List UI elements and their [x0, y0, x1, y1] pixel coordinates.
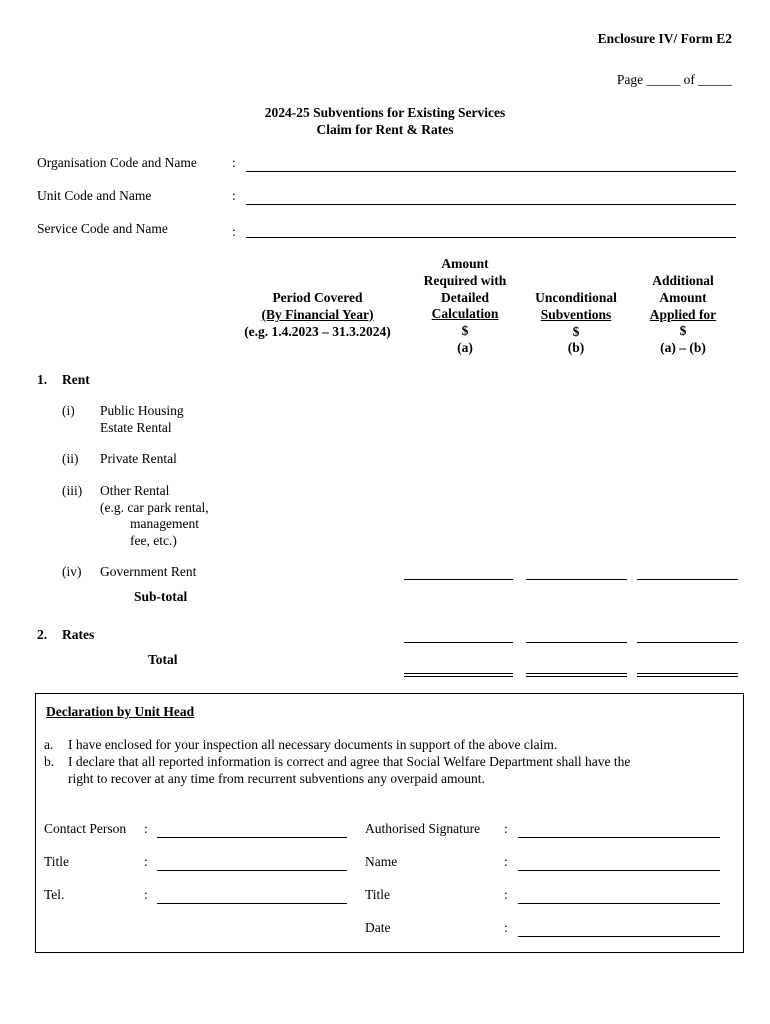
total-amount-b-line[interactable]	[526, 673, 627, 677]
rent-item-public-housing: Public Housing Estate Rental	[100, 403, 184, 435]
section-rates-label: Rates	[62, 627, 95, 642]
declaration-item-b-continued: right to recover at any time from recurrent subventions any overpaid amount.	[68, 771, 485, 786]
rent-item-number: (iii)	[62, 483, 83, 498]
rent-item-number: (ii)	[62, 451, 79, 466]
total-amount-ab-line[interactable]	[637, 673, 738, 677]
title-colon: :	[144, 854, 148, 869]
authorised-signature-colon: :	[504, 821, 508, 836]
title-input-line[interactable]	[157, 870, 347, 871]
contact-person-colon: :	[144, 821, 148, 836]
declaration-marker: b.	[44, 754, 55, 769]
signer-title-colon: :	[504, 887, 508, 902]
rent-item-private-rental: Private Rental	[100, 451, 177, 466]
declaration-heading: Declaration by Unit Head	[46, 704, 195, 719]
declaration-item-a: I have enclosed for your inspection all necessary documents in support of the above claim.	[68, 737, 558, 752]
column-header-unconditional: Unconditional Subventions $ (b)	[535, 290, 617, 356]
subtotal-label: Sub-total	[134, 589, 188, 604]
section-rent-label: Rent	[62, 372, 90, 387]
government-rent-amount-ab-line[interactable]	[637, 579, 738, 580]
form-title: 2024-25 Subventions for Existing Services	[264, 105, 506, 120]
total-label: Total	[148, 652, 178, 667]
section-rent-number: 1.	[37, 372, 48, 387]
form-subtitle: Claim for Rent & Rates	[316, 122, 454, 137]
column-header-period: Period Covered (By Financial Year) (e.g. 1.4.2023 – 31.3.2024)	[244, 290, 391, 339]
unit-field-colon: :	[232, 188, 236, 203]
rates-amount-a-line[interactable]	[404, 642, 513, 643]
government-rent-amount-a-line[interactable]	[404, 579, 513, 580]
date-input-line[interactable]	[518, 936, 720, 937]
rent-item-number: (iv)	[62, 564, 82, 579]
organisation-field-colon: :	[232, 155, 236, 170]
authorised-signature-label: Authorised Signature	[365, 821, 481, 836]
signer-title-label: Title	[365, 887, 391, 902]
service-field-input-line[interactable]	[246, 237, 736, 238]
date-colon: :	[504, 920, 508, 935]
unit-field-label: Unit Code and Name	[37, 188, 152, 203]
rates-amount-b-line[interactable]	[526, 642, 627, 643]
page-number-field: Page _____ of _____	[616, 72, 732, 87]
rent-item-government-rent: Government Rent	[100, 564, 197, 579]
authorised-signature-input-line[interactable]	[518, 837, 720, 838]
name-input-line[interactable]	[518, 870, 720, 871]
signer-title-input-line[interactable]	[518, 903, 720, 904]
government-rent-amount-b-line[interactable]	[526, 579, 627, 580]
column-header-required: Amount Required with Detailed Calculation $ (a)	[423, 256, 507, 355]
service-field-label: Service Code and Name	[37, 221, 168, 236]
title-label: Title	[44, 854, 70, 869]
column-header-additional: Additional Amount Applied for $ (a) – (b)	[649, 273, 717, 356]
name-label: Name	[365, 854, 398, 869]
rates-amount-ab-line[interactable]	[637, 642, 738, 643]
total-amount-a-line[interactable]	[404, 673, 513, 677]
declaration-marker: a.	[44, 737, 54, 752]
unit-field-input-line[interactable]	[246, 204, 736, 205]
tel-label: Tel.	[44, 887, 65, 902]
section-rates-number: 2.	[37, 627, 48, 642]
contact-person-input-line[interactable]	[157, 837, 347, 838]
service-field-colon: :	[232, 224, 236, 239]
declaration-item-b: I declare that all reported information is correct and agree that Social Welfare Department shall have the	[68, 754, 631, 769]
rent-item-other-rental: Other Rental (e.g. car park rental, management fee, etc.)	[100, 483, 209, 548]
tel-input-line[interactable]	[157, 903, 347, 904]
contact-person-label: Contact Person	[44, 821, 127, 836]
organisation-field-input-line[interactable]	[246, 171, 736, 172]
enclosure-label: Enclosure IV/ Form E2	[597, 31, 732, 46]
organisation-field-label: Organisation Code and Name	[37, 155, 197, 170]
rent-item-number: (i)	[62, 403, 75, 418]
tel-colon: :	[144, 887, 148, 902]
name-colon: :	[504, 854, 508, 869]
date-label: Date	[365, 920, 391, 935]
